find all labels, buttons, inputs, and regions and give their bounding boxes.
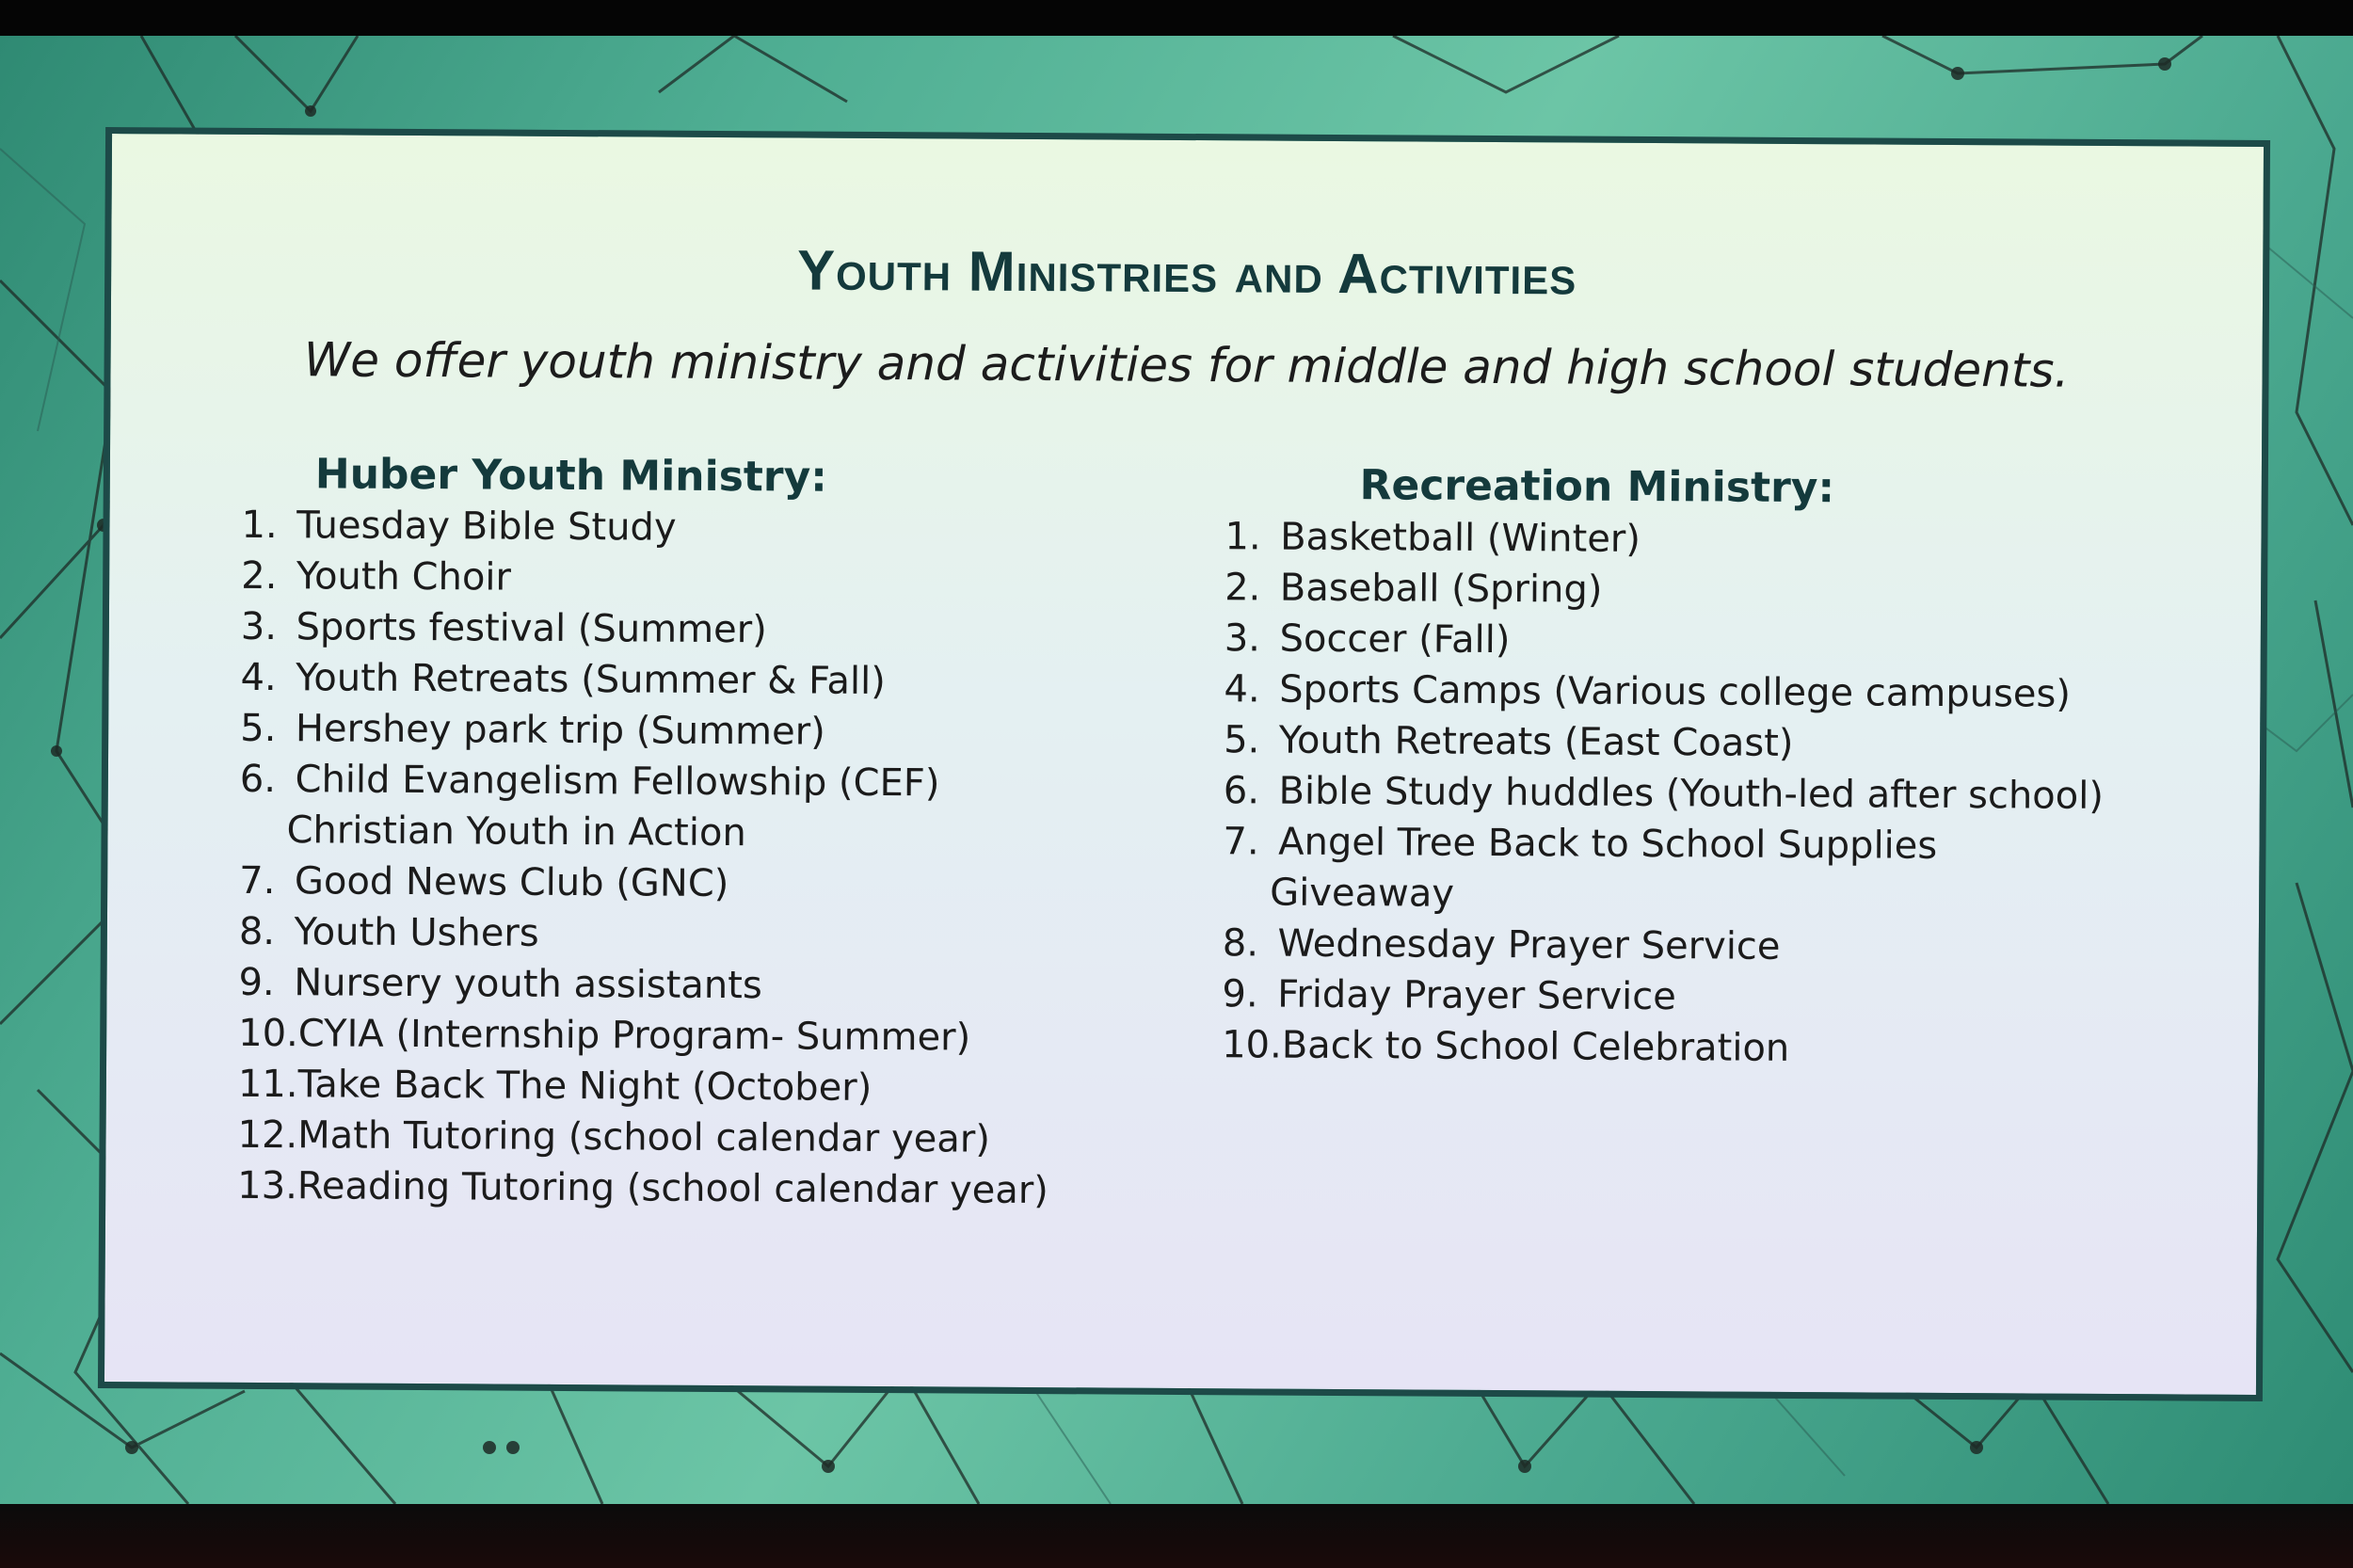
- item-text: Youth Choir: [296, 554, 512, 600]
- list-item: [1224, 765, 2165, 822]
- item-number: 9.: [1222, 972, 1258, 1016]
- item-number: 6.: [239, 757, 277, 802]
- list-item: [241, 500, 1126, 556]
- item-text: Sports festival (Summer): [296, 605, 767, 652]
- list-item: [239, 906, 1124, 963]
- item-text: Youth Ushers: [294, 910, 539, 955]
- item-text: Angel Tree Back to School Supplies: [1278, 820, 1938, 868]
- huber-youth-ministry-heading: Huber Youth Ministry:: [314, 450, 828, 502]
- item-number: 7.: [1223, 820, 1259, 864]
- list-item: [1225, 613, 2166, 669]
- item-text: Wednesday Prayer Service: [1277, 921, 1781, 968]
- list-item: [238, 957, 1123, 1014]
- item-number: 3.: [1224, 616, 1261, 661]
- list-item: [1223, 816, 2165, 923]
- huber-youth-ministry-list: [237, 500, 1127, 1217]
- item-number: 10.: [1222, 1023, 1282, 1067]
- list-item: [238, 1059, 1123, 1115]
- list-item: [240, 652, 1125, 709]
- item-number: 12.: [237, 1112, 298, 1158]
- item-text: Sports Camps (Various college campuses): [1279, 667, 2072, 716]
- item-text: Good News Club (GNC): [294, 859, 729, 906]
- bottom-dark-edge: [0, 1504, 2353, 1568]
- list-item: [239, 856, 1124, 912]
- item-number: 5.: [1224, 718, 1260, 762]
- item-text: Reading Tutoring (school calendar year): [296, 1164, 1049, 1213]
- item-number: 4.: [240, 655, 277, 700]
- item-number: 1.: [1225, 515, 1261, 559]
- item-text: CYIA (Internship Program- Summer): [297, 1012, 971, 1060]
- item-text: Youth Retreats (Summer & Fall): [296, 656, 886, 704]
- slide-subtitle: We offer youth ministry and activities for middle and high school students.: [303, 332, 2070, 398]
- item-text: Friday Prayer Service: [1277, 972, 1676, 1019]
- item-text: Take Back The Night (October): [297, 1063, 872, 1110]
- item-number: 4.: [1224, 667, 1260, 712]
- item-text: Youth Retreats (East Coast): [1278, 718, 1794, 765]
- list-item: [238, 1008, 1123, 1064]
- recreation-ministry-heading: Recreation Ministry:: [1359, 461, 1835, 513]
- list-item: [1225, 562, 2166, 618]
- item-text: Hershey park trip (Summer): [295, 707, 825, 754]
- list-item: [237, 1110, 1122, 1166]
- slide-title: Youth Ministries and Activities: [796, 238, 1577, 307]
- item-number: 9.: [238, 960, 275, 1005]
- item-text: Back to School Celebration: [1281, 1023, 1790, 1070]
- item-text: Tuesday Bible Study: [296, 504, 677, 550]
- item-text: Child Evangelism Fellowship (CEF): [295, 758, 940, 806]
- item-number: 6.: [1223, 769, 1260, 813]
- recreation-ministry-list: [1222, 511, 2167, 1076]
- item-text-continuation: Christian Youth in Action: [286, 808, 746, 856]
- item-text: Nursery youth assistants: [294, 961, 762, 1008]
- item-text: Math Tutoring (school calendar year): [297, 1113, 991, 1161]
- item-number: 8.: [1222, 921, 1259, 966]
- item-text: Soccer (Fall): [1279, 616, 1511, 663]
- item-text: Basketball (Winter): [1280, 515, 1641, 561]
- list-item: [239, 754, 1125, 861]
- item-text: Baseball (Spring): [1279, 566, 1603, 612]
- slide-card: [98, 127, 2270, 1401]
- item-number: 10.: [238, 1011, 298, 1056]
- item-number: 5.: [240, 706, 277, 751]
- list-item: [1224, 664, 2165, 720]
- list-item: [1225, 511, 2166, 568]
- item-number: 13.: [237, 1163, 298, 1208]
- item-number: 2.: [1225, 566, 1261, 610]
- item-number: 8.: [238, 909, 276, 954]
- item-text-continuation: Giveaway: [1270, 871, 1455, 916]
- item-number: 1.: [241, 503, 278, 548]
- item-number: 2.: [241, 553, 278, 599]
- list-item: [1222, 1019, 2163, 1076]
- list-item: [241, 601, 1126, 658]
- item-number: 11.: [237, 1062, 298, 1107]
- item-number: 7.: [239, 858, 276, 904]
- list-item: [240, 703, 1125, 760]
- item-text: Bible Study huddles (Youth-led after school): [1278, 769, 2105, 818]
- list-item: [1222, 968, 2163, 1025]
- item-number: 3.: [240, 604, 278, 649]
- list-item: [237, 1160, 1122, 1217]
- list-item: [241, 551, 1126, 607]
- list-item: [1224, 714, 2165, 771]
- list-item: [1223, 918, 2164, 974]
